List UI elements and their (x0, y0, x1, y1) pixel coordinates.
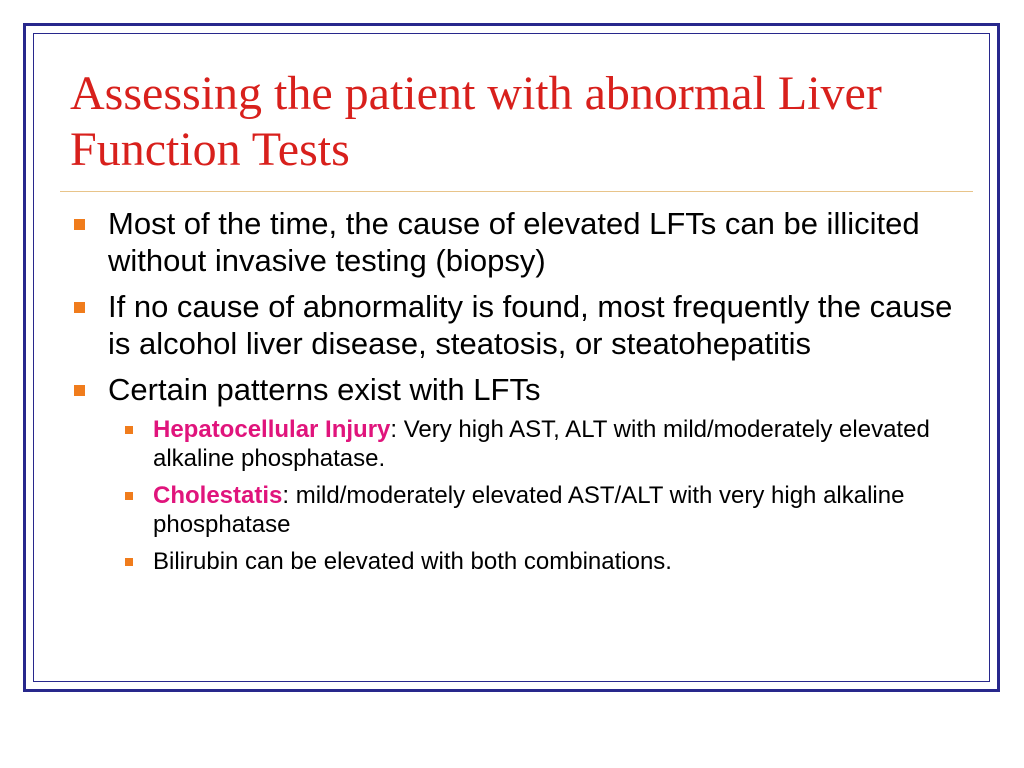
title-divider (60, 191, 973, 192)
bullet-item (70, 288, 970, 362)
bullet-item (70, 205, 970, 279)
bullet-text: If no cause of abnormality is found, most frequently the cause is alcohol liver disease, steatosis, or steatohepatitis (108, 289, 953, 361)
pattern-term: Cholestatis (153, 482, 283, 509)
bullet-text: Certain patterns exist with LFTs (108, 372, 541, 407)
pattern-term: Hepatocellular Injury (153, 416, 391, 443)
square-bullet-icon (125, 492, 133, 500)
square-bullet-icon (125, 426, 133, 434)
square-bullet-icon (125, 558, 133, 566)
slide-body (70, 205, 970, 584)
sub-bullet-item (70, 415, 970, 473)
square-bullet-icon (74, 302, 85, 313)
sub-bullet-item (70, 481, 970, 539)
square-bullet-icon (74, 385, 85, 396)
sub-bullet-text: Bilirubin can be elevated with both combinations. (153, 548, 672, 575)
square-bullet-icon (74, 219, 85, 230)
sub-bullet-item (70, 547, 970, 576)
bullet-text: Most of the time, the cause of elevated LFTs can be illicited without invasive testing (biopsy) (108, 206, 920, 278)
sub-bullet-text: : Very high AST, ALT with mild/moderately elevated alkaline phosphatase. (153, 416, 930, 472)
sub-bullet-list (70, 415, 970, 576)
slide-title: Assessing the patient with abnormal Liver Function Tests (70, 67, 882, 176)
sub-bullet-text: : mild/moderately elevated AST/ALT with very high alkaline phosphatase (153, 482, 905, 538)
bullet-item (70, 371, 970, 408)
